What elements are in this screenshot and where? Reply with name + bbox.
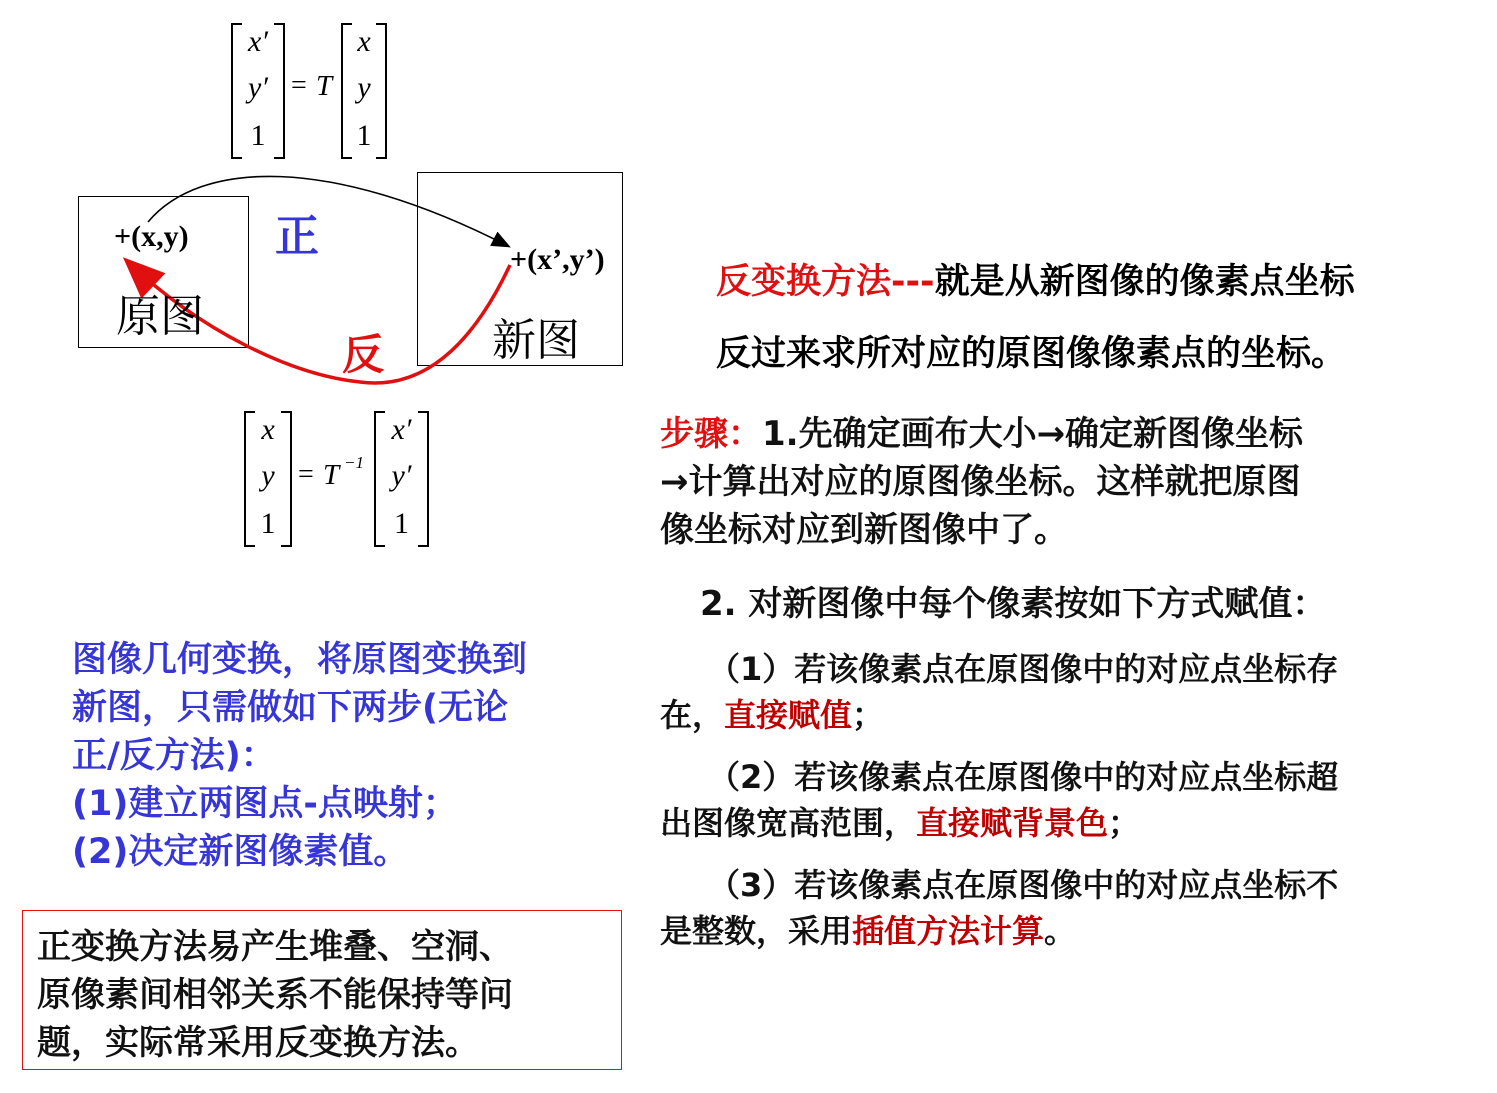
case-highlight: 直接赋背景色 (916, 804, 1109, 842)
step-1-text: →计算出对应的原图像坐标。这样就把原图 (660, 462, 1301, 502)
matrix-new-coords (374, 411, 429, 543)
matrix-cell: 1 (250, 119, 266, 152)
inverse-method-heading (716, 258, 1355, 306)
text-line: 新图，只需做如下两步(无论 (72, 688, 508, 728)
inverse-superscript: −1 (344, 453, 364, 472)
equals-sign: = (298, 459, 314, 490)
left-summary-text (72, 636, 527, 876)
matrix-cell: 1 (260, 507, 276, 540)
case-text: （1）若该像素点在原图像中的对应点坐标存 (708, 650, 1339, 688)
step-1-text: 1.先确定画布大小→确定新图像坐标 (762, 414, 1304, 454)
note-box (22, 910, 622, 1070)
text-line: (2)决定新图像素值。 (72, 832, 409, 872)
case-text: ； (1108, 804, 1141, 842)
text-line: 正变换方法易产生堆叠、空洞、 (37, 927, 513, 967)
text-line: 图像几何变换，将原图变换到 (72, 640, 528, 680)
transform-symbol: T (316, 70, 333, 102)
case-2 (660, 754, 1338, 846)
matrix-cell: x (357, 25, 371, 58)
new-point-label: +(x’,y’) (510, 243, 605, 276)
matrix-cell: x′ (391, 413, 412, 446)
matrix-cell: 1 (394, 507, 409, 540)
inverse-method-heading-line2: 反过来求所对应的原图像像素点的坐标。 (716, 334, 1347, 374)
equals-sign: = (291, 70, 307, 101)
text-line: 原像素间相邻关系不能保持等问 (37, 975, 513, 1015)
case-text: （2）若该像素点在原图像中的对应点坐标超 (708, 758, 1339, 796)
original-point-label: +(x,y) (114, 220, 189, 253)
case-text: ； (852, 696, 885, 734)
case-text: （3）若该像素点在原图像中的对应点坐标不 (708, 866, 1339, 904)
heading-rest: 就是从新图像的像素点坐标 (934, 262, 1355, 302)
text-line: 正/反方法)： (72, 736, 276, 776)
case-text: 是整数，采用 (660, 912, 853, 950)
steps-label: 步骤： (660, 414, 762, 454)
new-image-label: 新图 (492, 315, 580, 366)
matrix-cell: y′ (391, 459, 412, 492)
case-text: 在， (660, 696, 725, 734)
forward-arrow (148, 176, 508, 246)
matrix-cell: 1 (356, 119, 372, 152)
case-3 (660, 862, 1338, 954)
steps-block (660, 410, 1303, 554)
matrix-cell: x (261, 413, 275, 446)
matrix-orig-coords (244, 411, 292, 543)
original-image-label: 原图 (116, 291, 204, 342)
case-text: 。 (1044, 912, 1077, 950)
inverse-label: 反 (342, 330, 385, 379)
matrix-cell: y (357, 71, 371, 104)
text-line: (1)建立两图点-点映射； (72, 784, 458, 824)
step-1-text: 像坐标对应到新图像中了。 (660, 510, 1068, 550)
case-text: 出图像宽高范围， (660, 804, 917, 842)
matrix-cell: y′ (248, 71, 268, 104)
transform-symbol: T (323, 459, 340, 491)
matrix-cell: x′ (248, 25, 268, 58)
text-line: 题，实际常采用反变换方法。 (37, 1023, 479, 1063)
case-highlight: 插值方法计算 (852, 912, 1045, 950)
heading-red-part: 反变换方法--- (716, 262, 935, 302)
step-2-text: 2. 对新图像中每个像素按如下方式赋值： (700, 584, 1327, 624)
case-1 (660, 646, 1338, 738)
case-highlight: 直接赋值 (724, 696, 853, 734)
matrix-cell: y (261, 459, 275, 492)
forward-label: 正 (275, 211, 319, 262)
